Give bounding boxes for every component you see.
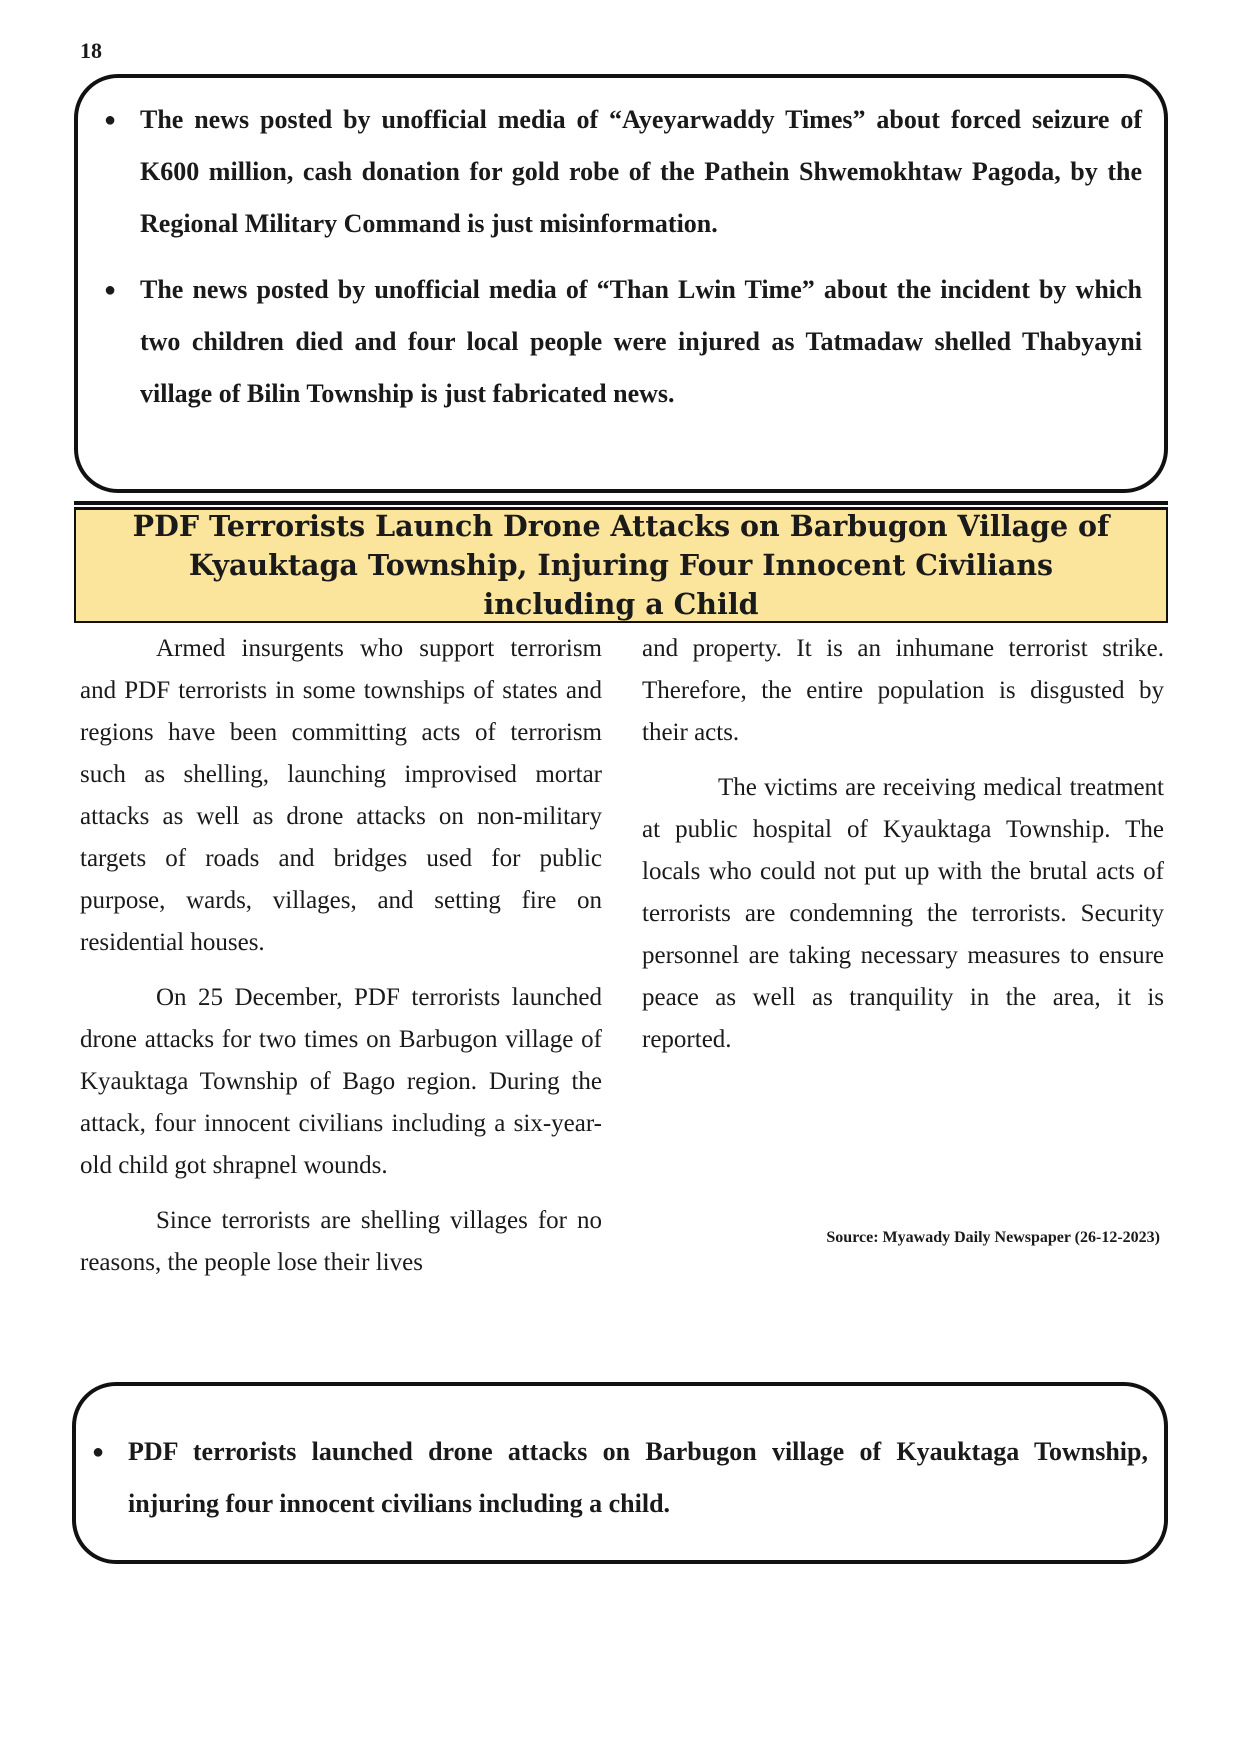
summary-bullet-item [104, 94, 1142, 250]
summary-box-top [74, 74, 1168, 493]
article-paragraph: On 25 December, PDF terrorists launched drone attacks for two times on Barbugon village of Kyauktaga Township of Bago region. During the attack, four innocent civilians including a six-year-old child got shrapnel wounds. [80, 984, 602, 1179]
article-paragraph: The victims are receiving medical treatment at public hospital of Kyauktaga Township. The locals who could not put up with the brutal acts of terrorists are condemning the terrorists. Security personnel are taking necessary measures to ensure peace as well as tranquility in the area, it is reported. [642, 774, 1164, 1053]
summary-bullet-item [92, 1426, 1148, 1530]
article-paragraph: Armed insurgents who support terrorism and PDF terrorists in some townships of states and regions have been committing acts of terrorism such as shelling, launching improvised mortar attacks as well as drone attacks on non-military targets of roads and bridges used for public purpose, wards, villages, and setting fire on residential houses. [80, 635, 602, 956]
summary-list-bottom [92, 1426, 1148, 1530]
article-paragraph-continuation: and property. It is an inhumane terrorist strike. Therefore, the entire population is disgusted by their acts. [642, 635, 1164, 746]
article-headline: PDF Terrorists Launch Drone Attacks on Barbugon Village of Kyauktaga Township, Injuring Four Innocent Civilians including a Child [132, 509, 1110, 621]
bullet-icon: ● [92, 1441, 105, 1463]
summary-box-bottom [72, 1382, 1168, 1564]
source-credit: Source: Myawady Daily Newspaper (26-12-2023) [826, 1229, 1160, 1246]
summary-list-top [104, 94, 1142, 420]
summary-bullet-item [104, 264, 1142, 420]
bullet-icon: ● [104, 109, 117, 131]
article-column-right [642, 628, 1164, 1074]
bullet-icon: ● [104, 279, 117, 301]
page-number: 18 [80, 38, 102, 63]
summary-bullet-text: The news posted by unofficial media of “Ayeyarwaddy Times” about forced seizure of K600 million, cash donation for gold robe of the Pathein Shwemokhtaw Pagoda, by the Regional Military Command is just misinformation. [140, 105, 1142, 238]
article-paragraph: Since terrorists are shelling villages for no reasons, the people lose their lives [80, 1207, 602, 1276]
summary-bullet-text: PDF terrorists launched drone attacks on Barbugon village of Kyauktaga Township, injuring four innocent civilians including a child. [128, 1437, 1148, 1518]
headline-banner [74, 508, 1168, 623]
article-column-left [80, 628, 602, 1297]
summary-bullet-text: The news posted by unofficial media of “Than Lwin Time” about the incident by which two children died and four local people were injured as Tatmadaw shelled Thabyayni village of Bilin Township is just fabricated news. [140, 275, 1142, 408]
